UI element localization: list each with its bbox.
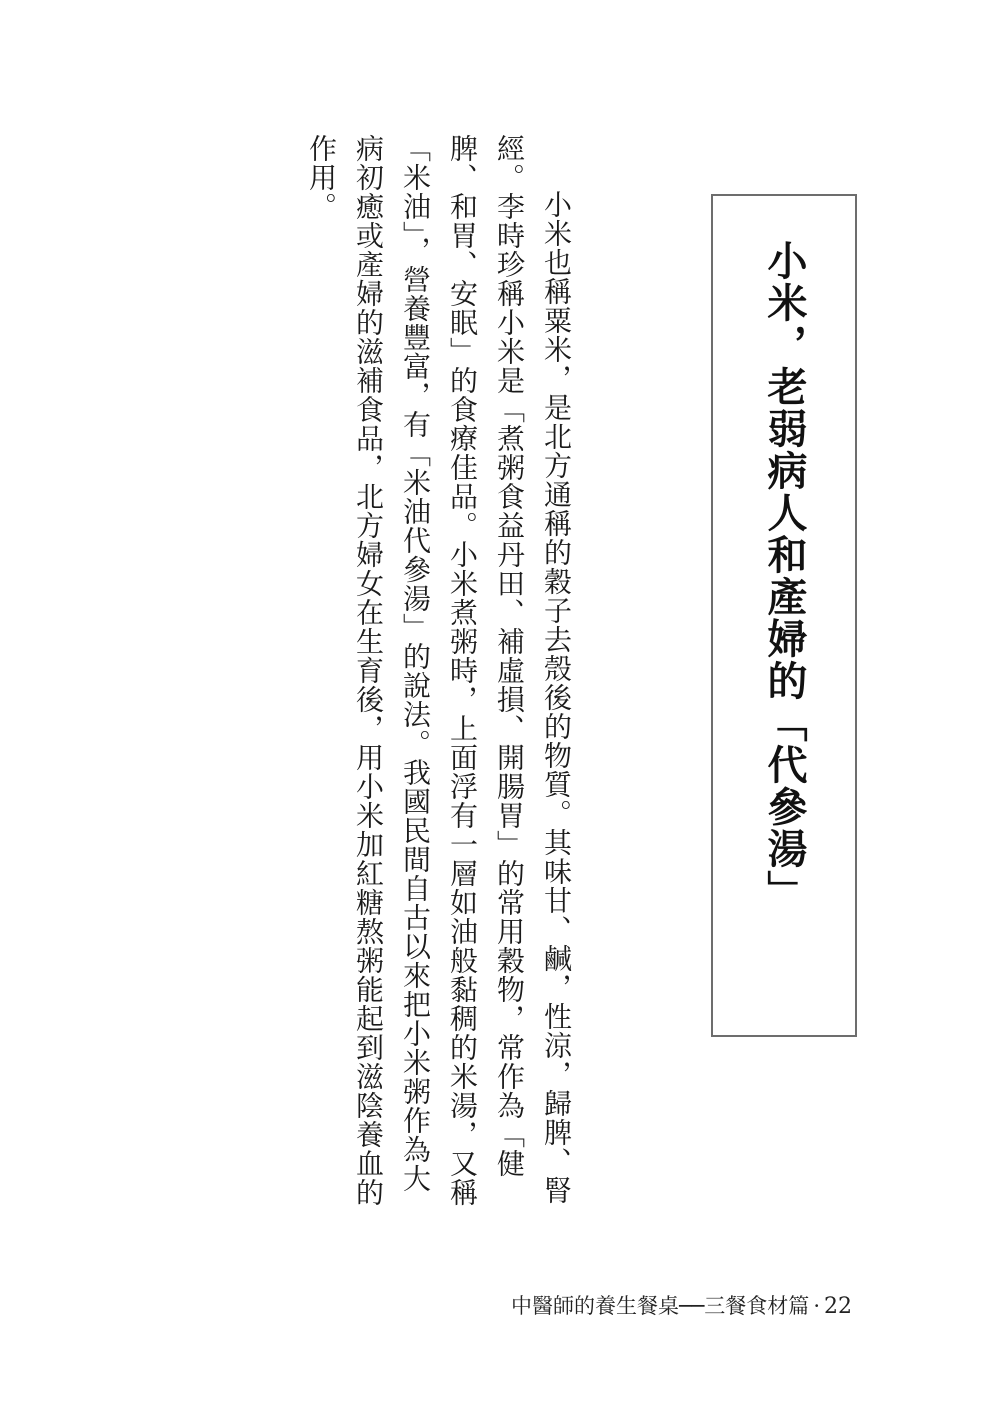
page-number: 22 bbox=[824, 1294, 852, 1319]
title-box bbox=[711, 194, 857, 1037]
page-footer bbox=[511, 1290, 852, 1320]
body-paragraph: 小米也稱粟米，是北方通稱的穀子去殼後的物質。其味甘、鹹，性涼，歸脾、腎經。李時珍稱小米是「煮粥食益丹田、補虛損、開腸胃」的常用穀物，常作為「健脾、和胃、安眠」的食療佳品。小米煮粥時，上面浮有一層如油般黏稠的米湯，又稱「米油」，營養豐富，有「米油代參湯」的說法。我國民間自古以來把小米粥作為大病初癒或產婦的滋補食品，北方婦女在生育後，用小米加紅糖熬粥能起到滋陰養血的作用。 bbox=[305, 134, 573, 1207]
footer-book-title: 中醫師的養生餐桌──三餐食材篇 bbox=[511, 1294, 810, 1318]
page-title: 小米，老弱病人和產婦的「代參湯」 bbox=[761, 240, 808, 912]
footer-separator: · bbox=[813, 1294, 820, 1318]
body-text bbox=[298, 134, 580, 1214]
